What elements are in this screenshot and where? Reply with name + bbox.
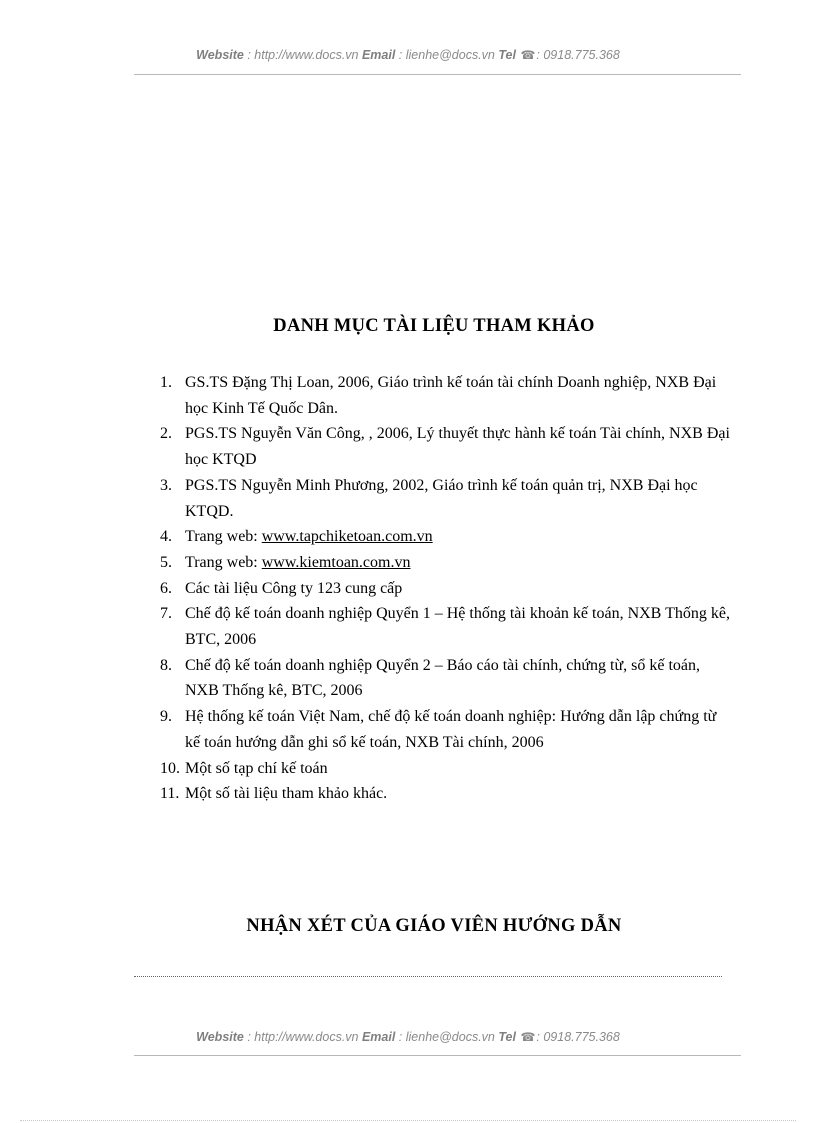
list-item: 2. PGS.TS Nguyễn Văn Công, , 2006, Lý thuyết thực hành kế toán Tài chính, NXB Đại học KTQD (160, 425, 730, 469)
footer-rule (134, 1055, 741, 1056)
list-item: 1. GS.TS Đặng Thị Loan, 2006, Giáo trình kế toán tài chính Doanh nghiệp, NXB Đại học Kinh Tế Quốc Dân. (160, 374, 717, 417)
page-footer (0, 1030, 816, 1044)
phone-icon: ☎ (520, 1030, 536, 1044)
page-header (0, 48, 816, 62)
list-item: 4. Trang web: www.tapchiketoan.com.vn (160, 528, 433, 546)
header-rule (134, 74, 741, 75)
list-item: 6. Các tài liệu Công ty 123 cung cấp (160, 579, 403, 597)
tel-value: : 0918.775.368 (536, 48, 620, 62)
list-item: 9. Hệ thống kế toán Việt Nam, chế độ kế toán doanh nghiệp: Hướng dẫn lập chứng từ kế toán hướng dẫn ghi sổ kế toán, NXB Tài chính, 2006 (160, 708, 717, 751)
website-value: : http://www.docs.vn (243, 1030, 362, 1044)
page-bottom-divider (20, 1120, 796, 1121)
list-item: 7. Chế độ kế toán doanh nghiệp Quyển 1 – Hệ thống tài khoản kế toán, NXB Thống kê, BTC, 2006 (160, 605, 730, 649)
tel-value: : 0918.775.368 (536, 1030, 620, 1044)
tel-label: Tel (498, 1030, 516, 1044)
email-label: Email (361, 48, 396, 62)
tel-label: Tel (498, 48, 516, 62)
list-item: 3. PGS.TS Nguyễn Minh Phương, 2002, Giáo trình kế toán quản trị, NXB Đại học KTQD. (160, 476, 698, 520)
email-value: : lienhe@docs.vn (395, 1030, 499, 1044)
list-item: 10. Một số tạp chí kế toán (160, 759, 328, 777)
email-label: Email (361, 1030, 396, 1044)
references-list (160, 370, 730, 807)
kiemtoan-link[interactable]: www.kiemtoan.com.vn (261, 553, 411, 571)
list-item: 8. Chế độ kế toán doanh nghiệp Quyển 2 – Báo cáo tài chính, chứng từ, sổ kế toán, NXB Thống kê, BTC, 2006 (160, 656, 701, 700)
tapchiketoan-link[interactable]: www.tapchiketoan.com.vn (261, 528, 433, 546)
website-label: Website (196, 1030, 244, 1044)
email-value: : lienhe@docs.vn (395, 48, 499, 62)
list-item: 5. Trang web: www.kiemtoan.com.vn (160, 553, 411, 571)
review-dotted-line (134, 976, 722, 977)
website-value: : http://www.docs.vn (243, 48, 362, 62)
review-title: NHẬN XÉT CỦA GIÁO VIÊN HƯỚNG DẪN (246, 916, 622, 936)
list-item: 11. Một số tài liệu tham khảo khác. (160, 785, 388, 803)
website-label: Website (196, 48, 244, 62)
references-title: DANH MỤC TÀI LIỆU THAM KHẢO (273, 316, 595, 336)
phone-icon: ☎ (520, 48, 536, 62)
